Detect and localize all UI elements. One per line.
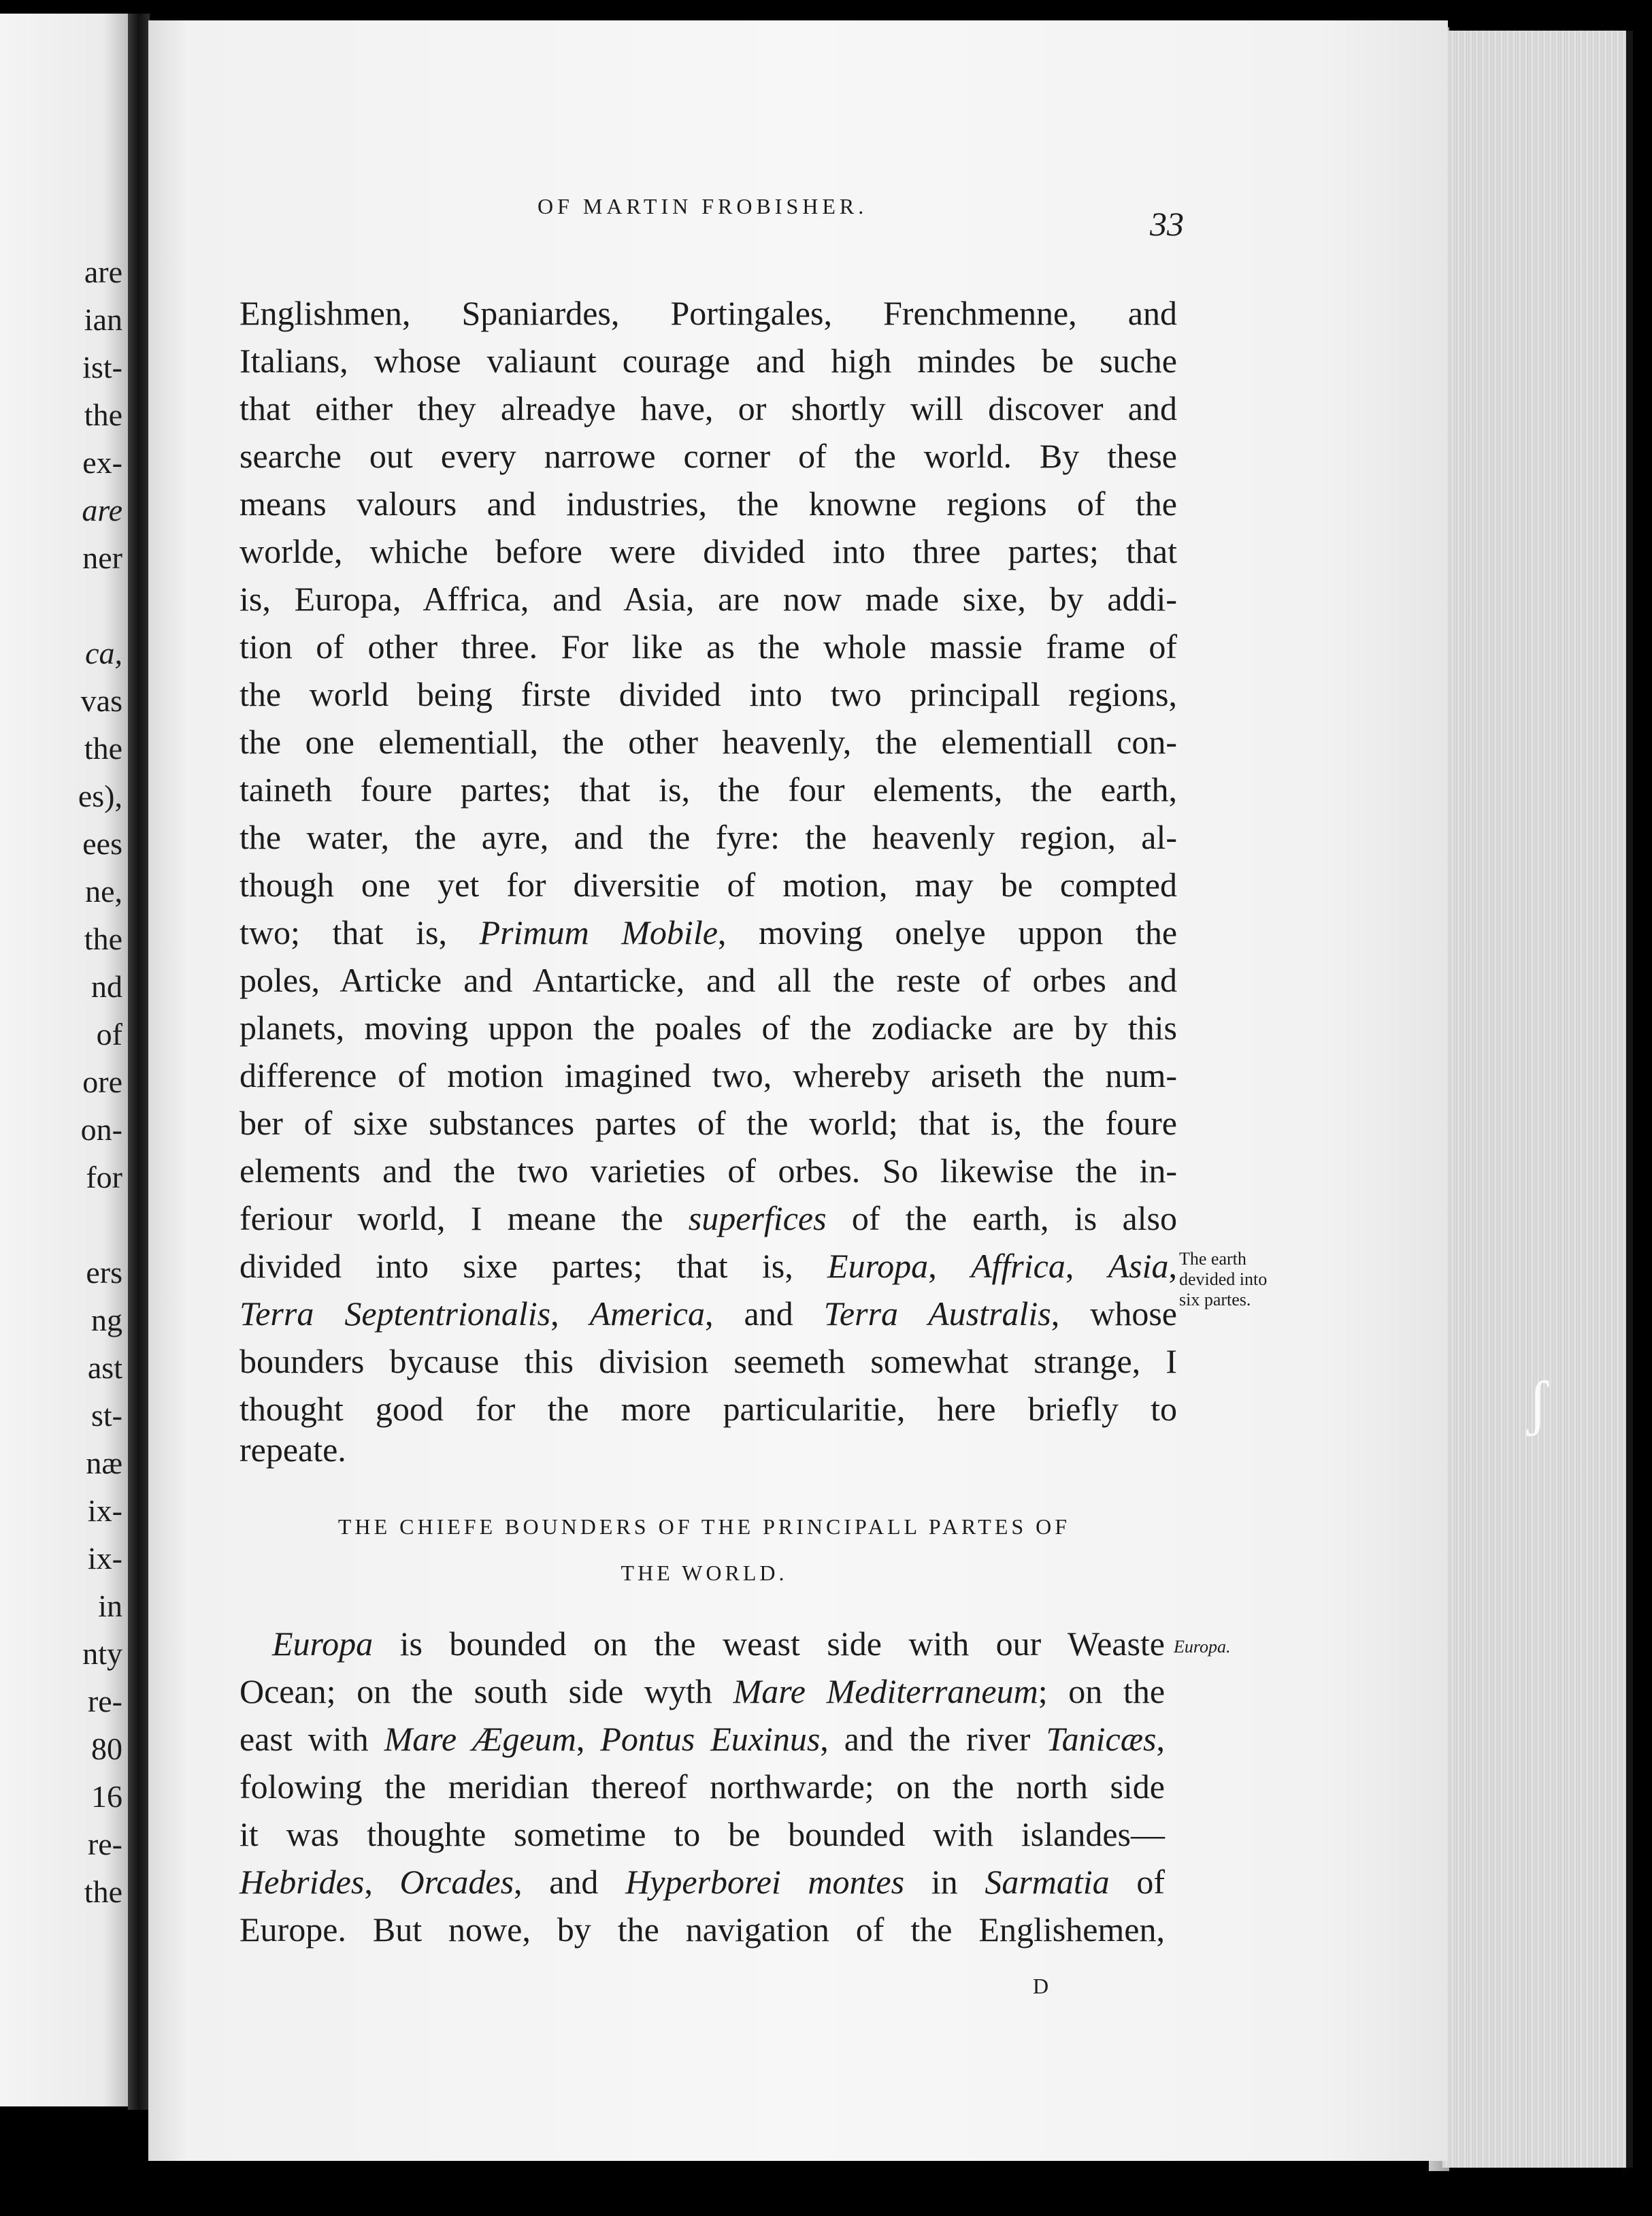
- left-page-fragment: ix-: [87, 1493, 122, 1528]
- body-line: is, Europa, Affrica, and Asia, are now made sixe, by addi-: [239, 580, 1177, 618]
- body-line: Ocean; on the south side wyth Mare Mediterraneum; on the: [239, 1672, 1166, 1710]
- left-page-fragment: ian: [84, 302, 122, 337]
- body-line: the one elementiall, the other heavenly, the elementiall con-: [239, 723, 1177, 761]
- body-line: planets, moving uppon the poales of the zodiacke are by this: [239, 1009, 1177, 1047]
- left-page-fragment: ex-: [82, 445, 122, 480]
- body-line: poles, Articke and Antarticke, and all the reste of orbes and: [239, 961, 1177, 999]
- left-page-fragment: the: [84, 1874, 122, 1909]
- body-line: searche out every narrowe corner of the world. By these: [239, 437, 1177, 475]
- body-line: it was thoughte sometime to be bounded with islandes—: [239, 1815, 1165, 1853]
- body-line: elements and the two varieties of orbes. So likewise the in-: [239, 1152, 1177, 1190]
- left-page-fragment: on-: [80, 1112, 122, 1147]
- body-line: that either they alreadye have, or shortly will discover and: [239, 389, 1177, 427]
- page-number: 33: [1150, 205, 1184, 243]
- body-line: taineth foure partes; that is, the four elements, the earth,: [239, 770, 1177, 809]
- body-line: difference of motion imagined two, whereby ariseth the num-: [239, 1056, 1177, 1094]
- page-scuff-mark: ʃ: [1527, 1369, 1548, 1437]
- body-line: Englishmen, Spaniardes, Portingales, Frenchmenne, and: [239, 294, 1177, 332]
- left-page-fragment: the: [84, 731, 122, 766]
- body-line: east with Mare Ægeum, Pontus Euxinus, and the river Tanicæs,: [239, 1720, 1165, 1758]
- body-line: Europe. But nowe, by the navigation of the Englishemen,: [239, 1910, 1165, 1949]
- left-page-fragment: for: [86, 1160, 122, 1194]
- body-line: Italians, whose valiaunt courage and high mindes be suche: [239, 342, 1177, 380]
- body-line: means valours and industries, the knowne regions of the: [239, 485, 1177, 523]
- left-page-fragment: re-: [87, 1827, 122, 1861]
- running-title: OF MARTIN FROBISHER.: [538, 194, 868, 218]
- body-line: Europa is bounded on the weast side with our Weaste: [272, 1625, 1165, 1663]
- left-page-fragment: in: [98, 1588, 122, 1623]
- body-line: divided into sixe partes; that is, Europa, Affrica, Asia,: [239, 1247, 1178, 1285]
- left-page-fragment: ng: [91, 1303, 122, 1337]
- body-line: though one yet for diversitie of motion, may be compted: [239, 866, 1177, 904]
- body-line: Hebrides, Orcades, and Hyperborei montes in Sarmatia of: [239, 1863, 1165, 1901]
- left-page: [0, 14, 129, 2106]
- left-page-fragment: of: [96, 1017, 122, 1052]
- left-page-fragment: 16: [91, 1779, 122, 1814]
- body-line: the water, the ayre, and the fyre: the heavenly region, al-: [239, 818, 1177, 856]
- left-page-fragment: ca,: [85, 636, 122, 670]
- left-page-fragment: 80: [91, 1731, 122, 1766]
- left-page-fragment: nd: [91, 969, 122, 1004]
- body-line: bounders bycause this division seemeth somewhat strange, I: [239, 1342, 1177, 1380]
- margin-note-europa: Europa.: [1174, 1637, 1231, 1657]
- body-line: folowing the meridian thereof northwarde; on the north side: [239, 1767, 1165, 1806]
- body-line: thought good for the more particularitie, here briefly to: [239, 1390, 1177, 1428]
- left-page-fragment: ne,: [85, 874, 122, 909]
- section-title: THE CHIEFE BOUNDERS OF THE PRINCIPALL PARTES OF: [337, 1514, 1071, 1539]
- left-page-fragment: nty: [82, 1636, 122, 1671]
- signature-mark: D: [1033, 1974, 1049, 1998]
- body-line: the world being firste divided into two principall regions,: [239, 675, 1177, 713]
- left-page-fragment: ast: [87, 1350, 122, 1385]
- left-page-fragment: vas: [80, 683, 122, 718]
- body-line: tion of other three. For like as the whole massie frame of: [239, 628, 1177, 666]
- book-gutter: [128, 14, 150, 2110]
- left-page-fragment: st-: [91, 1398, 122, 1433]
- left-page-fragment: ees: [82, 826, 122, 861]
- left-page-fragment: ist-: [82, 350, 122, 385]
- margin-note-earth: The earth devided into six partes.: [1179, 1249, 1268, 1309]
- left-page-fragment: the: [84, 922, 122, 956]
- left-page-fragment: the: [84, 397, 122, 432]
- latin-term: Primum Mobile: [479, 913, 718, 951]
- left-page-fragment: næ: [86, 1446, 122, 1480]
- left-page-fragment: ers: [86, 1255, 122, 1290]
- body-line-last: repeate.: [239, 1431, 346, 1469]
- body-line: feriour world, I meane the superfices of the earth, is also: [239, 1199, 1177, 1237]
- left-page-fragment: ore: [82, 1064, 122, 1099]
- left-page-fragment: ix-: [87, 1541, 122, 1576]
- body-line: worlde, whiche before were divided into three partes; that: [239, 532, 1177, 570]
- body-line: ber of sixe substances partes of the world; that is, the foure: [239, 1104, 1177, 1142]
- left-page-fragment: re-: [87, 1684, 122, 1718]
- left-page-fragment: ner: [82, 540, 122, 575]
- body-line: Terra Septentrionalis, America, and Terra Australis, whose: [239, 1294, 1177, 1333]
- section-title-2: THE WORLD.: [621, 1561, 788, 1585]
- page-block-edge: [1442, 31, 1633, 2168]
- left-page-fragment: are: [82, 493, 122, 527]
- left-page-fragment: es),: [78, 779, 122, 813]
- left-page-fragment: are: [84, 255, 122, 289]
- body-line: two; that is, Primum Mobile, moving onelye uppon the: [239, 913, 1178, 951]
